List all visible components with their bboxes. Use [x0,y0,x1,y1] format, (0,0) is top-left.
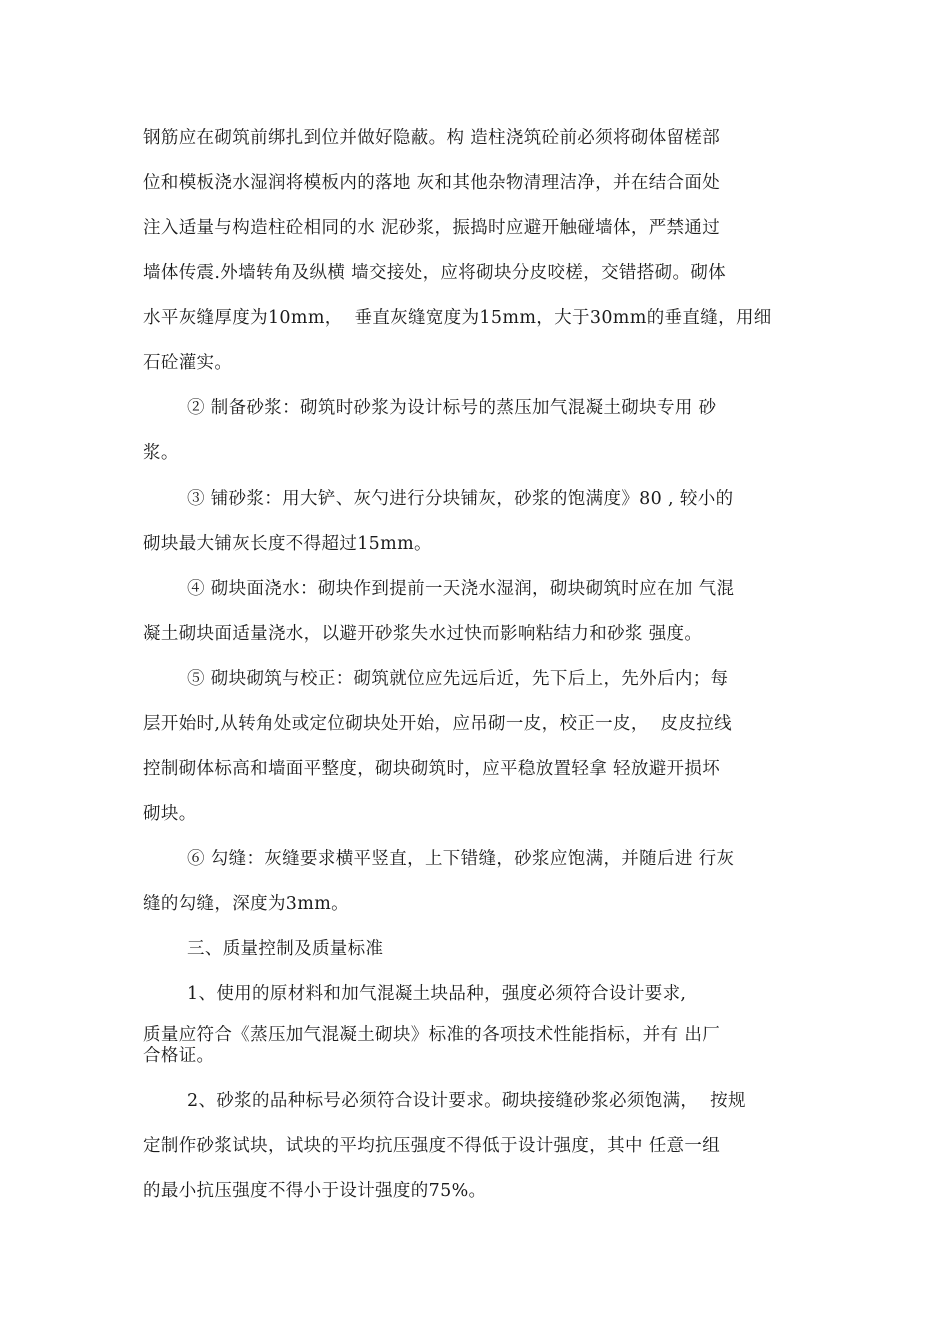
step-4-line: ④ 砌块面浇水：砌块作到提前一天浇水湿润，砌块砌筑时应在加 气混 [187,579,735,599]
body-text-line: 合格证。 [143,1046,215,1066]
body-text-line: 水平灰缝厚度为10mm， 垂直灰缝宽度为15mm，大于30mm的垂直缝，用细 [143,308,772,328]
step-6-line: ⑥ 勾缝：灰缝要求横平竖直，上下错缝，砂浆应饱满，并随后进 行灰 [187,849,735,869]
body-text-line: 浆。 [143,443,179,463]
body-text-line: 钢筋应在砌筑前绑扎到位并做好隐蔽。构 造柱浇筑砼前必须将砌体留槎部 [143,128,721,148]
item-1-line: 1、使用的原材料和加气混凝土块品种，强度必须符合设计要求, [187,984,687,1004]
body-text-line: 砌块最大铺灰长度不得超过15mm。 [143,534,432,554]
step-3-line: ③ 铺砂浆：用大铲、灰勺进行分块铺灰，砂浆的饱满度》80 , 较小的 [187,489,734,509]
body-text-line: 缝的勾缝，深度为3mm。 [143,894,350,914]
step-5-line: ⑤ 砌块砌筑与校正：砌筑就位应先远后近，先下后上，先外后内；每 [187,669,729,689]
body-text-line: 注入适量与构造柱砼相同的水 泥砂浆，振捣时应避开触碰墙体，严禁通过 [143,218,721,238]
body-text-line: 凝土砌块面适量浇水，以避开砂浆失水过快而影响粘结力和砂浆 强度。 [143,624,703,644]
step-2-line: ② 制备砂浆：砌筑时砂浆为设计标号的蒸压加气混凝土砌块专用 砂 [187,398,717,418]
body-text-line: 墙体传震.外墙转角及纵横 墙交接处，应将砌块分皮咬槎，交错搭砌。砌体 [143,263,727,283]
section-heading: 三、质量控制及质量标准 [187,939,384,959]
item-2-line: 2、砂浆的品种标号必须符合设计要求。砌块接缝砂浆必须饱满， 按规 [187,1091,746,1111]
body-text-line: 层开始时,从转角处或定位砌块处开始，应吊砌一皮，校正一皮， 皮皮拉线 [143,714,732,734]
body-text-line: 石砼灌实。 [143,353,233,373]
body-text-line: 位和模板浇水湿润将模板内的落地 灰和其他杂物清理洁净，并在结合面处 [143,173,721,193]
body-text-line: 的最小抗压强度不得小于设计强度的75%。 [143,1181,487,1201]
body-text-line: 砌块。 [143,804,197,824]
body-text-line: 控制砌体标高和墙面平整度，砌块砌筑时，应平稳放置轻拿 轻放避开损坏 [143,759,721,779]
body-text-line: 质量应符合《蒸压加气混凝土砌块》标准的各项技术性能指标，并有 出厂 [143,1025,721,1045]
body-text-line: 定制作砂浆试块，试块的平均抗压强度不得低于设计强度，其中 任意一组 [143,1136,721,1156]
